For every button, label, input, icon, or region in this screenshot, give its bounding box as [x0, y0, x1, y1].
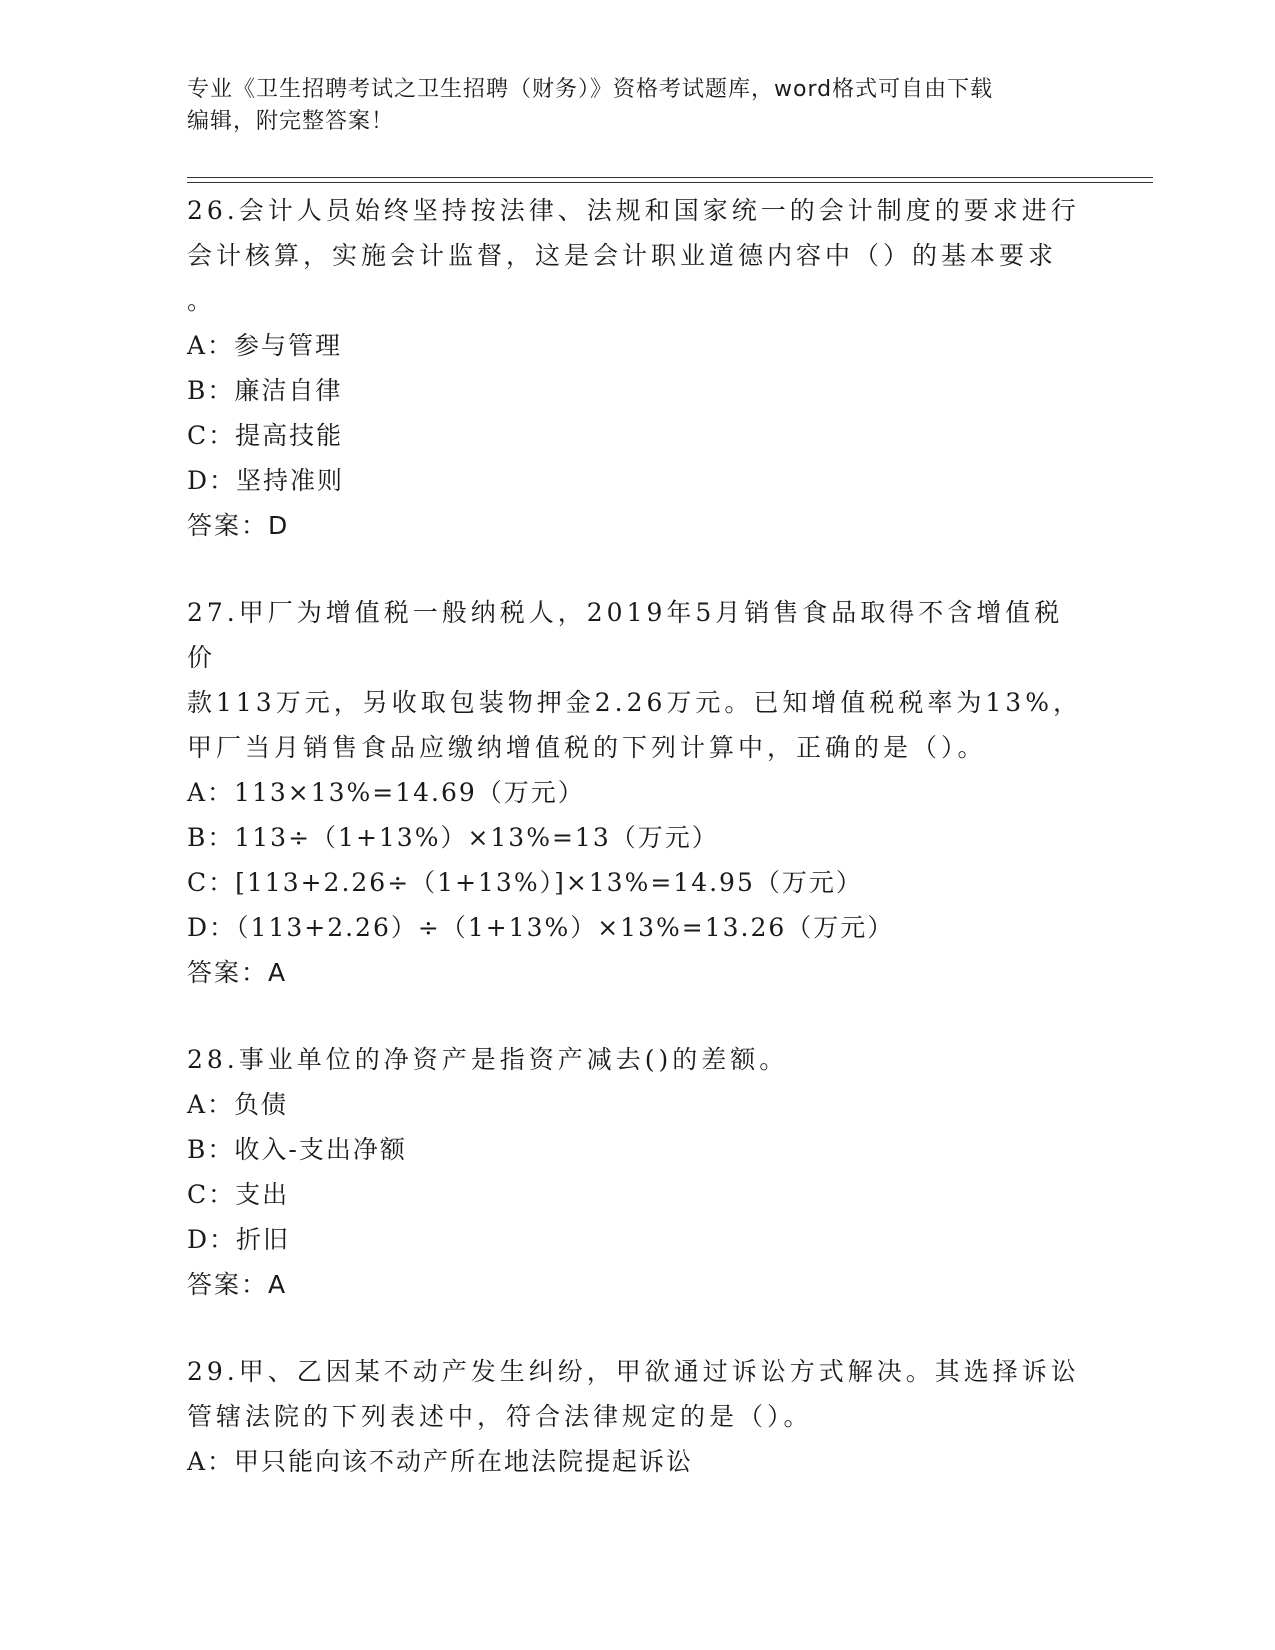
question-stem	[187, 1037, 1087, 1082]
stem-line: 会计核算，实施会计监督，这是会计职业道德内容中（）的基本要求	[187, 241, 1058, 270]
stem-line: 27.甲厂为增值税一般纳税人，2019年5月销售食品取得不含增值税价	[187, 598, 1064, 672]
option-b: B：113÷（1+13%）×13%=13（万元）	[187, 823, 719, 852]
stem-line: 26.会计人员始终坚持按法律、法规和国家统一的会计制度的要求进行	[187, 196, 1080, 225]
option-a: A：参与管理	[187, 331, 343, 360]
answer: 答案：A	[187, 1270, 288, 1299]
question-28	[187, 1037, 1087, 1307]
header-divider-top	[187, 177, 1153, 178]
stem-line: 甲厂当月销售食品应缴纳增值税的下列计算中，正确的是（）。	[187, 733, 987, 762]
answer: 答案：D	[187, 511, 290, 540]
option-d: D：折旧	[187, 1225, 291, 1254]
option-c: C：提高技能	[187, 421, 344, 450]
question-29	[187, 1349, 1087, 1484]
option-d: D：坚持准则	[187, 466, 345, 495]
question-stem	[187, 590, 1087, 770]
header-line-2: 编辑，附完整答案！	[187, 109, 395, 134]
stem-line: 29.甲、乙因某不动产发生纠纷，甲欲通过诉讼方式解决。其选择诉讼	[187, 1357, 1080, 1386]
answer: 答案：A	[187, 958, 288, 987]
stem-line: 28.事业单位的净资产是指资产减去()的差额。	[187, 1045, 789, 1074]
option-b: B：收入-支出净额	[187, 1135, 407, 1164]
document-header	[187, 74, 1087, 138]
option-a: A：113×13%=14.69（万元）	[187, 778, 585, 807]
option-c: C：[113+2.26÷（1+13%）]×13%=14.95（万元）	[187, 868, 863, 897]
option-c: C：支出	[187, 1180, 290, 1209]
question-stem	[187, 188, 1087, 323]
question-27	[187, 590, 1087, 995]
question-list	[187, 188, 1087, 1484]
option-a: A：负债	[187, 1090, 289, 1119]
stem-line: 。	[187, 286, 217, 315]
option-b: B：廉洁自律	[187, 376, 343, 405]
option-d: D：（113+2.26）÷（1+13%）×13%=13.26（万元）	[187, 913, 895, 942]
question-26	[187, 188, 1087, 548]
header-line-1: 专业《卫生招聘考试之卫生招聘（财务）》资格考试题库，word格式可自由下载	[187, 77, 994, 102]
stem-line: 款113万元，另收取包装物押金2.26万元。已知增值税税率为13%，	[187, 688, 1082, 717]
option-a: A：甲只能向该不动产所在地法院提起诉讼	[187, 1447, 694, 1476]
stem-line: 管辖法院的下列表述中，符合法律规定的是（）。	[187, 1402, 813, 1431]
question-stem	[187, 1349, 1087, 1439]
header-divider-bottom	[187, 182, 1153, 183]
